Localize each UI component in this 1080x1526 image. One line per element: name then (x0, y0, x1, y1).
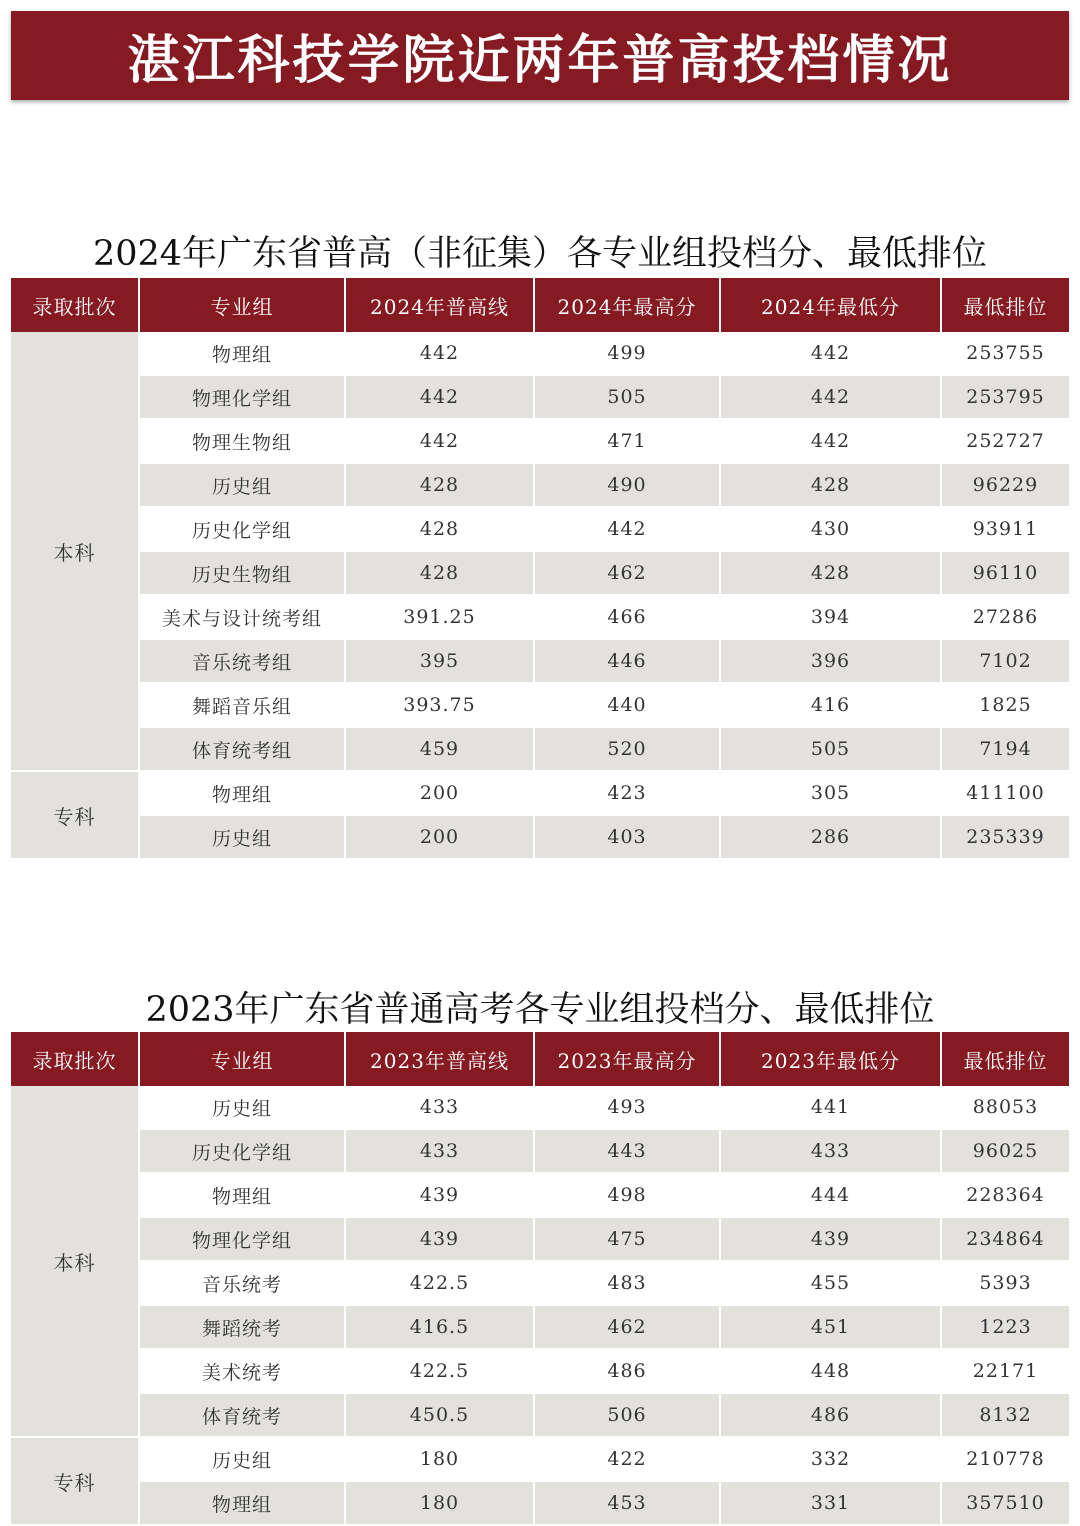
cell-max: 440 (534, 683, 720, 727)
cell-rank: 7194 (941, 727, 1069, 771)
header-min: 2023年最低分 (720, 1032, 941, 1086)
cell-max: 462 (534, 1305, 720, 1349)
cell-max: 453 (534, 1481, 720, 1525)
cell-min: 428 (720, 463, 941, 507)
table-row (11, 1393, 1069, 1437)
table-row (11, 375, 1069, 419)
table-header-row (11, 1032, 1069, 1086)
cell-min: 448 (720, 1349, 941, 1393)
cell-rank: 411100 (941, 771, 1069, 815)
cell-min: 430 (720, 507, 941, 551)
header-rank: 最低排位 (941, 278, 1069, 332)
cell-group: 体育统考组 (139, 727, 345, 771)
cell-group: 体育统考 (139, 1393, 345, 1437)
table-row (11, 1437, 1069, 1481)
cell-group: 物理组 (139, 771, 345, 815)
cell-group: 音乐统考 (139, 1261, 345, 1305)
cell-min: 442 (720, 375, 941, 419)
table-row (11, 551, 1069, 595)
cell-group: 物理生物组 (139, 419, 345, 463)
cell-min: 331 (720, 1481, 941, 1525)
cell-min: 439 (720, 1217, 941, 1261)
table-row (11, 639, 1069, 683)
cell-rank: 253755 (941, 332, 1069, 375)
table-row (11, 419, 1069, 463)
header-rank: 最低排位 (941, 1032, 1069, 1086)
table-row (11, 595, 1069, 639)
cell-max: 443 (534, 1129, 720, 1173)
table-header-row (11, 278, 1069, 332)
table-row (11, 1086, 1069, 1129)
cell-min: 441 (720, 1086, 941, 1129)
cell-rank: 253795 (941, 375, 1069, 419)
table-row (11, 1305, 1069, 1349)
cell-max: 493 (534, 1086, 720, 1129)
header-line: 2023年普高线 (345, 1032, 534, 1086)
cell-min: 442 (720, 332, 941, 375)
cell-line: 439 (345, 1173, 534, 1217)
cell-line: 395 (345, 639, 534, 683)
page-title: 湛江科技学院近两年普高投档情况 (127, 31, 953, 91)
cell-group: 物理组 (139, 332, 345, 375)
cell-rank: 88053 (941, 1086, 1069, 1129)
cell-group: 历史化学组 (139, 1129, 345, 1173)
cell-min: 394 (720, 595, 941, 639)
cell-line: 180 (345, 1437, 534, 1481)
table-row (11, 463, 1069, 507)
cell-line: 428 (345, 463, 534, 507)
cell-max: 520 (534, 727, 720, 771)
header-max: 2024年最高分 (534, 278, 720, 332)
cell-line: 180 (345, 1481, 534, 1525)
cell-rank: 7102 (941, 639, 1069, 683)
table-title-2023: 2023年广东省普通高考各专业组投档分、最低排位 (145, 990, 935, 1030)
header-group: 专业组 (139, 278, 345, 332)
table-row (11, 815, 1069, 859)
cell-max: 490 (534, 463, 720, 507)
cell-batch: 本科 (11, 1086, 139, 1437)
cell-group: 物理组 (139, 1173, 345, 1217)
cell-rank: 210778 (941, 1437, 1069, 1481)
cell-batch: 专科 (11, 1437, 139, 1525)
admission-table-2023 (11, 1032, 1069, 1526)
cell-min: 396 (720, 639, 941, 683)
cell-max: 462 (534, 551, 720, 595)
cell-max: 506 (534, 1393, 720, 1437)
table-row (11, 332, 1069, 375)
cell-max: 442 (534, 507, 720, 551)
cell-line: 442 (345, 332, 534, 375)
cell-min: 455 (720, 1261, 941, 1305)
cell-batch: 专科 (11, 771, 139, 859)
header-batch: 录取批次 (11, 278, 139, 332)
table-row (11, 1261, 1069, 1305)
header-min: 2024年最低分 (720, 278, 941, 332)
cell-max: 499 (534, 332, 720, 375)
cell-rank: 96025 (941, 1129, 1069, 1173)
cell-line: 393.75 (345, 683, 534, 727)
cell-rank: 228364 (941, 1173, 1069, 1217)
cell-min: 305 (720, 771, 941, 815)
cell-max: 486 (534, 1349, 720, 1393)
cell-min: 416 (720, 683, 941, 727)
cell-line: 391.25 (345, 595, 534, 639)
cell-rank: 27286 (941, 595, 1069, 639)
cell-group: 历史化学组 (139, 507, 345, 551)
cell-line: 433 (345, 1129, 534, 1173)
cell-line: 433 (345, 1086, 534, 1129)
cell-line: 428 (345, 551, 534, 595)
cell-min: 505 (720, 727, 941, 771)
cell-rank: 22171 (941, 1349, 1069, 1393)
cell-line: 450.5 (345, 1393, 534, 1437)
cell-min: 442 (720, 419, 941, 463)
cell-min: 332 (720, 1437, 941, 1481)
cell-batch: 本科 (11, 332, 139, 771)
cell-group: 舞蹈音乐组 (139, 683, 345, 727)
cell-rank: 357510 (941, 1481, 1069, 1525)
cell-group: 历史组 (139, 463, 345, 507)
table-row (11, 1217, 1069, 1261)
table-row (11, 1349, 1069, 1393)
cell-group: 历史组 (139, 1086, 345, 1129)
cell-line: 459 (345, 727, 534, 771)
cell-max: 423 (534, 771, 720, 815)
cell-line: 422.5 (345, 1349, 534, 1393)
cell-rank: 1223 (941, 1305, 1069, 1349)
table-row (11, 727, 1069, 771)
table-row (11, 1129, 1069, 1173)
cell-group: 物理化学组 (139, 1217, 345, 1261)
cell-group: 美术统考 (139, 1349, 345, 1393)
cell-group: 物理化学组 (139, 375, 345, 419)
cell-group: 历史组 (139, 1437, 345, 1481)
cell-max: 498 (534, 1173, 720, 1217)
table-row (11, 507, 1069, 551)
cell-max: 422 (534, 1437, 720, 1481)
cell-group: 美术与设计统考组 (139, 595, 345, 639)
cell-rank: 96229 (941, 463, 1069, 507)
table-title-2024: 2024年广东省普高（非征集）各专业组投档分、最低排位 (92, 234, 988, 274)
cell-max: 466 (534, 595, 720, 639)
cell-line: 442 (345, 375, 534, 419)
cell-line: 439 (345, 1217, 534, 1261)
header-batch: 录取批次 (11, 1032, 139, 1086)
cell-min: 433 (720, 1129, 941, 1173)
table-row (11, 1173, 1069, 1217)
cell-line: 200 (345, 815, 534, 859)
cell-line: 200 (345, 771, 534, 815)
cell-rank: 8132 (941, 1393, 1069, 1437)
cell-group: 舞蹈统考 (139, 1305, 345, 1349)
cell-max: 446 (534, 639, 720, 683)
cell-line: 428 (345, 507, 534, 551)
cell-line: 422.5 (345, 1261, 534, 1305)
cell-min: 286 (720, 815, 941, 859)
cell-line: 442 (345, 419, 534, 463)
table-row (11, 683, 1069, 727)
cell-max: 475 (534, 1217, 720, 1261)
table-row (11, 771, 1069, 815)
cell-rank: 234864 (941, 1217, 1069, 1261)
header-group: 专业组 (139, 1032, 345, 1086)
cell-line: 416.5 (345, 1305, 534, 1349)
table-row (11, 1481, 1069, 1525)
cell-min: 444 (720, 1173, 941, 1217)
header-line: 2024年普高线 (345, 278, 534, 332)
cell-rank: 5393 (941, 1261, 1069, 1305)
cell-group: 物理组 (139, 1481, 345, 1525)
cell-min: 486 (720, 1393, 941, 1437)
cell-max: 471 (534, 419, 720, 463)
cell-max: 483 (534, 1261, 720, 1305)
cell-rank: 235339 (941, 815, 1069, 859)
cell-rank: 252727 (941, 419, 1069, 463)
cell-group: 历史生物组 (139, 551, 345, 595)
cell-rank: 96110 (941, 551, 1069, 595)
cell-group: 音乐统考组 (139, 639, 345, 683)
admission-table-2024 (11, 278, 1069, 860)
cell-rank: 93911 (941, 507, 1069, 551)
cell-max: 505 (534, 375, 720, 419)
page-banner (11, 11, 1069, 100)
cell-min: 428 (720, 551, 941, 595)
cell-min: 451 (720, 1305, 941, 1349)
cell-group: 历史组 (139, 815, 345, 859)
header-max: 2023年最高分 (534, 1032, 720, 1086)
cell-rank: 1825 (941, 683, 1069, 727)
cell-max: 403 (534, 815, 720, 859)
